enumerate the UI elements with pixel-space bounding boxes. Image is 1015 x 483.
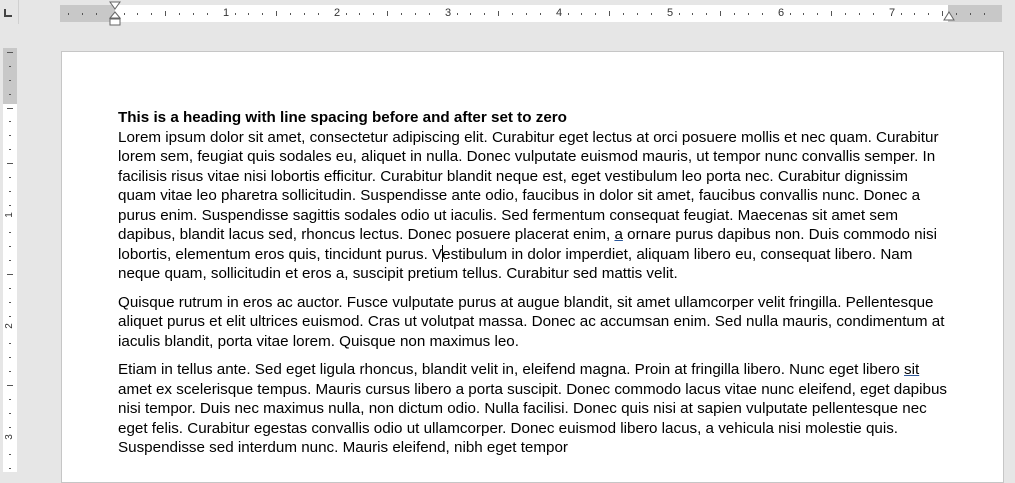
ruler-tick [9, 135, 11, 136]
ruler-tick [179, 13, 180, 15]
ruler-tick [9, 288, 11, 289]
ruler-tick [207, 13, 208, 15]
ruler-tick [235, 13, 236, 15]
ruler-tick [470, 13, 471, 15]
ruler-tick [68, 13, 69, 15]
ruler-number: 7 [888, 7, 896, 19]
paragraph-1: Lorem ipsum dolor sit amet, consectetur adipiscing elit. Curabitur eget lectus at orci posuere mollis et nec quam. Curabitur lorem sem, feugiat quis sodales eu, aliquet in nulla. Donec vulputate euismod mauris, ut tempor nunc convallis semper. In facilisis risus vitae nisi lobortis efficitur. Curabitur blandit neque est, eget vestibulum leo porta nec. Curabitur dignissim quam vitae leo pharetra sollicitudin. Suspendisse ante odio, faucibus in dolor sit amet, faucibus convallis nunc. Donec a purus enim. Suspendisse sagittis sodales odio ut iaculis. Sed fermentum consequat feugiat. Maecenas sit amet sem dapibus, blandit lacus sed, rhoncus lectus. Donec posuere placerat enim, a ornare purus dapibus non. Duis commodo nisi lobortis, elementum eros quis, tincidunt purus. Vestibulum in dolor imperdiet, aliquam libero eu, consequat libero. Nam neque quam, sollicitudin et eros a, suscipit pretium tellus. Curabitur sed mattis velit. [118, 128, 939, 282]
ruler-tick [609, 11, 610, 16]
ruler-text-area [115, 5, 948, 22]
right-indent-marker[interactable] [943, 10, 955, 22]
ruler-tick [831, 11, 832, 16]
ruler-tick [9, 246, 11, 247]
first-line-indent-marker[interactable] [109, 1, 121, 27]
ruler-tick [928, 13, 929, 15]
ruler-tick [845, 13, 846, 15]
ruler-tick [526, 13, 527, 15]
left-tab-icon [4, 9, 12, 17]
ruler-tick [359, 13, 360, 15]
ruler-number: 5 [666, 7, 674, 19]
ruler-tick [9, 149, 11, 150]
ruler-tick [692, 13, 693, 15]
ruler-tick [790, 13, 791, 15]
document-page[interactable] [61, 51, 1004, 483]
ruler-tick [7, 385, 13, 386]
ruler-tick [9, 177, 11, 178]
ruler-tick [9, 427, 11, 428]
ruler-tick [637, 13, 638, 15]
ruler-tick [9, 80, 11, 81]
ruler-tick [9, 66, 11, 67]
ruler-number: 1 [222, 7, 230, 19]
ruler-tick [512, 13, 513, 15]
horizontal-ruler[interactable] [60, 5, 1002, 22]
ruler-tick [415, 13, 416, 15]
ruler-tick [734, 13, 735, 15]
document-body[interactable] [118, 108, 948, 467]
ruler-tick [914, 13, 915, 15]
ruler-tick [9, 413, 11, 414]
ruler-tick [623, 13, 624, 15]
ruler-tick [9, 302, 11, 303]
ruler-tick [817, 13, 818, 15]
ruler-tick [124, 13, 125, 15]
ruler-tick [9, 468, 11, 469]
ruler-tick [568, 13, 569, 15]
paragraph-2: Quisque rutrum in eros ac auctor. Fusce vulputate purus at augue blandit, sit amet ullamcorper velit fringilla. Pellentesque aliquet purus et elit ultrices euismod. Cras ut volutpat massa. Donec ac accumsan enim. Sed nulla mauris, condimentum at iaculis blandit, porta vitae lorem. Quisque non maximus leo. [118, 293, 945, 350]
ruler-tick [540, 13, 541, 15]
ruler-tick [429, 13, 430, 15]
ruler-tick [9, 371, 11, 372]
document-heading: This is a heading with line spacing before and after set to zero [118, 109, 567, 126]
ruler-tick [9, 399, 11, 400]
vertical-ruler[interactable] [3, 48, 17, 472]
tab-selector-button[interactable] [0, 0, 19, 24]
ruler-tick [651, 13, 652, 15]
ruler-tick [7, 163, 13, 164]
ruler-tick [984, 13, 985, 15]
ruler-number: 1 [4, 212, 15, 218]
ruler-tick [9, 191, 11, 192]
ruler-tick [762, 13, 763, 15]
ruler-tick [9, 94, 11, 95]
ruler-tick [748, 13, 749, 15]
ruler-tick [151, 13, 152, 15]
ruler-tick [137, 13, 138, 15]
ruler-tick [803, 13, 804, 15]
ruler-tick [901, 13, 902, 15]
ruler-tick [859, 13, 860, 15]
ruler-tick [7, 108, 13, 109]
ruler-tick [193, 13, 194, 15]
proofing-word[interactable]: sit [904, 361, 920, 378]
ruler-tick [956, 13, 957, 15]
ruler-tick [7, 274, 13, 275]
ruler-tick [262, 13, 263, 15]
ruler-number: 2 [333, 7, 341, 19]
ruler-tick [373, 13, 374, 15]
proofing-word[interactable]: a [614, 226, 623, 243]
ruler-tick [82, 13, 83, 15]
ruler-tick [595, 13, 596, 15]
ruler-tick [720, 11, 721, 16]
ruler-tick [9, 454, 11, 455]
ruler-margin-area [3, 48, 17, 104]
ruler-tick [248, 13, 249, 15]
ruler-tick [484, 13, 485, 15]
ruler-tick [9, 121, 11, 122]
ruler-tick [9, 205, 11, 206]
ruler-tick [706, 13, 707, 15]
ruler-tick [9, 232, 11, 233]
ruler-tick [457, 13, 458, 15]
ruler-tick [401, 13, 402, 15]
ruler-tick [9, 343, 11, 344]
ruler-tick [276, 11, 277, 16]
ruler-tick [679, 13, 680, 15]
ruler-tick [304, 13, 305, 15]
ruler-tick [873, 13, 874, 15]
ruler-tick [9, 357, 11, 358]
ruler-number: 4 [555, 7, 563, 19]
ruler-tick [7, 52, 13, 53]
ruler-tick [970, 13, 971, 15]
ruler-number: 2 [4, 323, 15, 329]
ruler-tick [165, 11, 166, 16]
ruler-number: 3 [4, 434, 15, 440]
ruler-tick [498, 11, 499, 16]
ruler-number: 3 [444, 7, 452, 19]
ruler-tick [318, 13, 319, 15]
ruler-tick [9, 316, 11, 317]
ruler-tick [290, 13, 291, 15]
ruler-tick [9, 260, 11, 261]
ruler-tick [96, 13, 97, 15]
ruler-tick [581, 13, 582, 15]
paragraph-3: Etiam in tellus ante. Sed eget ligula rhoncus, blandit velit in, eleifend magna. Proin at fringilla libero. Nunc eget libero sit amet ex scelerisque tempus. Mauris cursus libero a porta suscipit. Donec commodo lacus vitae nunc eleifend, eget dapibus nisi tempor. Duis nec maximus nulla, non dictum odio. Nulla facilisi. Donec quis nisi at sapien vulputate pellentesque nec eget felis. Curabitur egestas convallis odio ut ullamcorper. Donec euismod libero lacus, a vehicula nisi molestie quis. Suspendisse sed interdum nunc. Mauris eleifend, nibh eget tempor [118, 361, 947, 456]
ruler-tick [387, 11, 388, 16]
ruler-number: 6 [777, 7, 785, 19]
ruler-tick [346, 13, 347, 15]
